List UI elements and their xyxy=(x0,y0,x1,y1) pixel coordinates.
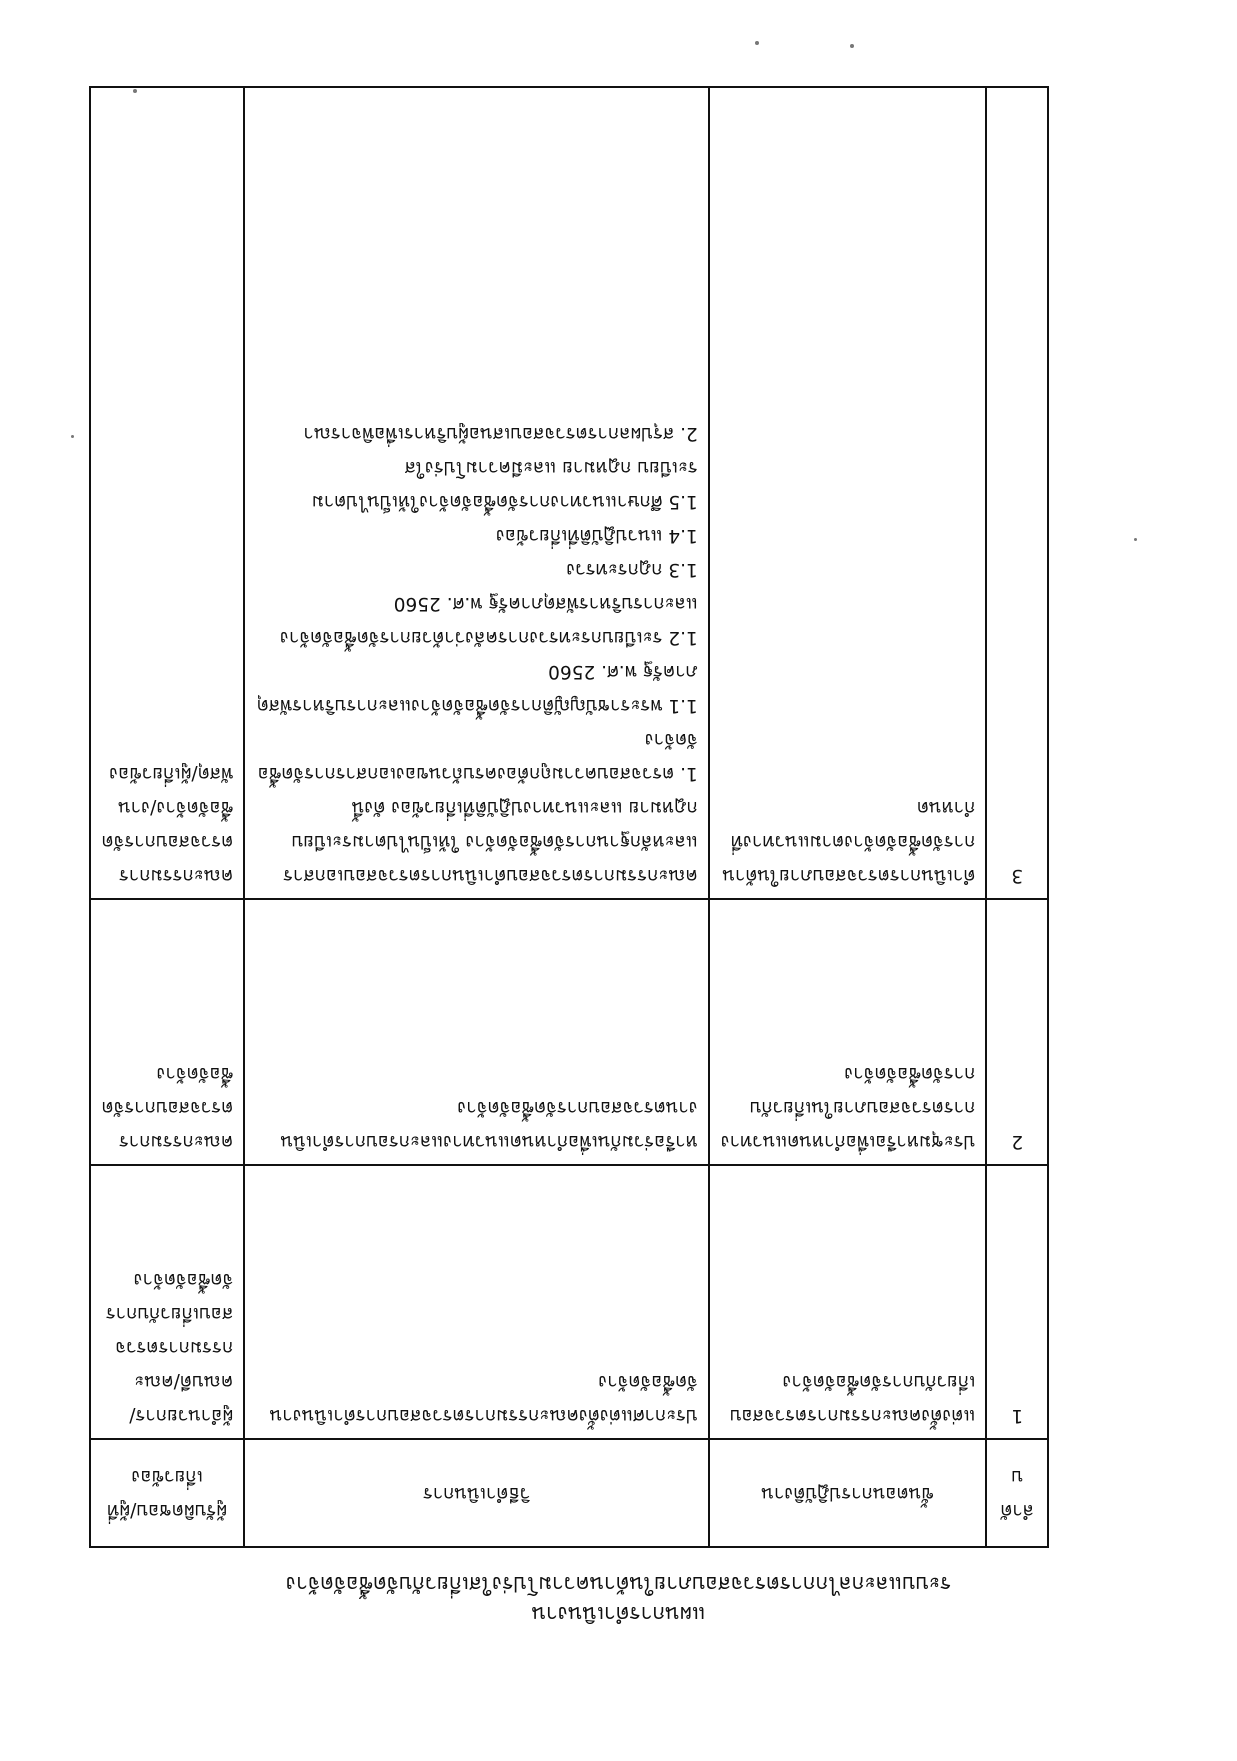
row-responsible: คณะกรรมการตรวจสอบการจัดซื้อจัดจ้าง/งานพัสดุ/ผู้เกี่ยวข้อง xyxy=(90,87,244,899)
row-activity: ดำเนินการตรวจสอบภายในด้านการจัดซื้อจัดจ้างตามแนวทางที่กำหนด xyxy=(709,87,987,899)
header-method: วิธีดำเนินการ xyxy=(244,1439,709,1547)
row-method: ประกาศแต่งตั้งคณะกรรมการตรวจสอบการดำเนินงานจัดซื้อจัดจ้าง xyxy=(244,1165,709,1439)
row-number: 3 xyxy=(986,87,1048,899)
row-activity: ประชุมหารือเพื่อกำหนดแนวทางการตรวจสอบภายในเกี่ยวกับการจัดซื้อจัดจ้าง xyxy=(709,899,987,1165)
row-method: หารือร่วมกันเพื่อกำหนดแนวทางและกรอบการดำเนินงานตรวจสอบการจัดซื้อจัดจ้าง xyxy=(244,899,709,1165)
header-responsible: ผู้รับผิดชอบ/ผู้ที่เกี่ยวข้อง xyxy=(90,1439,244,1547)
row-responsible: ผู้อำนวยการ/คณบดี/คณะกรรมการตรวจสอบเกี่ยวกับการจัดซื้อจัดจ้าง xyxy=(90,1165,244,1439)
row-method: คณะกรรมการตรวจสอบดำเนินการตรวจสอบเอกสารและหลักฐานการจัดซื้อจัดจ้าง ให้เป็นไปตามระเบียบ กฎหมาย และแนวทางปฏิบัติที่เกี่ยวข้อง ดังนี้ 1. ตรวจสอบความถูกต้องครบถ้วนของเอกสารการจัดซื้อจัดจ้าง 1.1 พระราชบัญญัติการจัดซื้อจัดจ้างและการบริหารพัสดุภาครัฐ พ.ศ. 2560 1.2 ระเบียบกระทรวงการคลังว่าด้วยการจัดซื้อจัดจ้างและการบริหารพัสดุภาครัฐ พ.ศ. 2560 1.3 กฎกระทรวง 1.4 แนวปฏิบัติที่เกี่ยวข้อง 1.5 ศึกษาแนวทางการจัดซื้อจัดจ้างให้เป็นไปตามระเบียบ กฎหมาย และมีความโปร่งใส 2. สรุปผลการตรวจสอบเสนอผู้บริหารเพื่อพิจารณา xyxy=(244,87,709,899)
scan-speck xyxy=(1134,538,1137,541)
plan-table xyxy=(89,86,1049,1548)
scan-speck xyxy=(755,41,759,45)
row-number: 1 xyxy=(986,1165,1048,1439)
row-activity: แต่งตั้งคณะกรรมการตรวจสอบเกี่ยวกับการจัดซื้อจัดจ้าง xyxy=(709,1165,987,1439)
table-row xyxy=(90,87,1048,899)
document-subtitle: ระบบและกลไกการตรวจสอบภายในด้านความโปร่งใสเกี่ยวกับจัดซื้อจัดจ้าง xyxy=(285,1572,952,1596)
scan-speck xyxy=(133,89,137,93)
header-no: ลำดับ xyxy=(986,1439,1048,1547)
scan-speck xyxy=(850,44,854,48)
document-title: แผนการดำเนินงาน xyxy=(531,1602,706,1626)
table-row xyxy=(90,1165,1048,1439)
row-number: 2 xyxy=(986,899,1048,1165)
header-activity: ขั้นตอนการปฏิบัติงาน xyxy=(709,1439,987,1547)
scan-speck xyxy=(71,435,74,438)
table-header-row xyxy=(90,1439,1048,1547)
row-responsible: คณะกรรมการตรวจสอบการจัดซื้อจัดจ้าง xyxy=(90,899,244,1165)
table-row xyxy=(90,899,1048,1165)
